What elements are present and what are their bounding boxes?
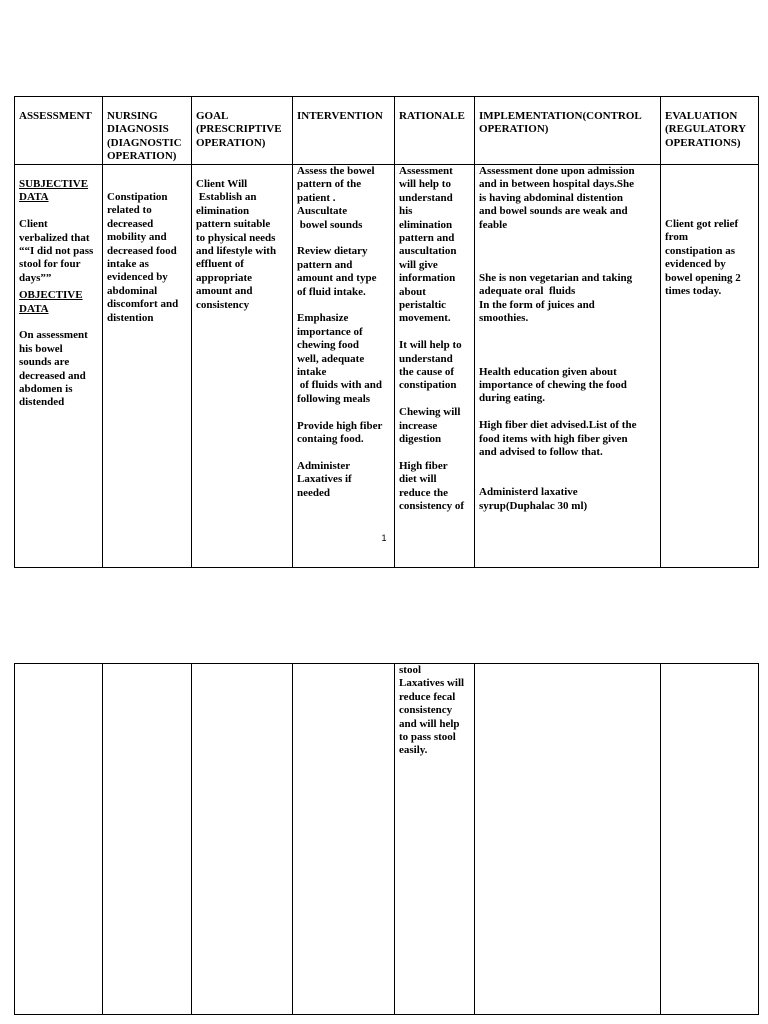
continuation-diagnosis-cell bbox=[103, 664, 192, 1015]
text-line: Client Will bbox=[196, 178, 248, 190]
continuation-rationale-cell bbox=[395, 664, 475, 1015]
subjective-data-text bbox=[19, 218, 98, 285]
text-line: decreased food bbox=[107, 244, 177, 257]
text-line: Chewing will bbox=[399, 406, 461, 419]
text-line: smoothies. bbox=[479, 312, 529, 325]
implementation-high-fiber bbox=[479, 419, 656, 459]
text-line: RATIONALE bbox=[399, 110, 465, 122]
text-line: DATA bbox=[19, 191, 49, 204]
text-line: Administer bbox=[297, 459, 351, 472]
text-line: auscultation bbox=[399, 245, 457, 258]
text-line: Client got relief bbox=[665, 218, 739, 230]
continuation-intervention-cell bbox=[293, 664, 395, 1015]
text-line: decreased and bbox=[19, 369, 86, 382]
text-line: patient . bbox=[297, 191, 336, 204]
implementation-diet bbox=[479, 272, 656, 326]
text-line: syrup(Duphalac 30 ml) bbox=[479, 499, 588, 512]
text-line: Establish an bbox=[196, 191, 257, 204]
text-line: the cause of bbox=[399, 366, 454, 379]
text-line: High fiber diet advised.List of the bbox=[479, 419, 637, 432]
intervention-laxatives bbox=[297, 460, 390, 500]
intervention-chewing bbox=[297, 312, 390, 406]
text-line: Health education given about bbox=[479, 365, 617, 378]
text-line: and bowel sounds are weak and bbox=[479, 205, 628, 218]
text-line: pattern suitable bbox=[196, 218, 271, 231]
text-line: distended bbox=[19, 396, 65, 409]
header-nursing-diagnosis bbox=[103, 97, 192, 165]
text-line: verbalized that bbox=[19, 231, 90, 244]
text-line: NURSING bbox=[107, 110, 158, 122]
text-line: chewing food bbox=[297, 339, 360, 352]
header-goal bbox=[192, 97, 293, 165]
text-line: and in between hospital days.She bbox=[479, 178, 634, 191]
text-line: OBJECTIVE bbox=[19, 289, 83, 302]
intervention-assess-bowel bbox=[297, 165, 390, 232]
text-line: days”” bbox=[19, 271, 52, 284]
evaluation-text bbox=[665, 218, 754, 298]
text-line: reduce fecal bbox=[399, 690, 456, 703]
text-line: Emphasize bbox=[297, 312, 349, 325]
continuation-assessment-cell bbox=[15, 664, 103, 1015]
text-line: diet will bbox=[399, 473, 437, 486]
text-line: easily. bbox=[399, 744, 428, 757]
text-line: well, adequate bbox=[297, 352, 365, 365]
text-line: will help to bbox=[399, 178, 451, 191]
diagnosis-cell bbox=[103, 165, 192, 568]
text-line: Client bbox=[19, 218, 48, 231]
diagnosis-text bbox=[107, 191, 187, 325]
text-line: importance of chewing the food bbox=[479, 379, 627, 392]
text-line: DATA bbox=[19, 302, 49, 315]
text-line: Assessment done upon admission bbox=[479, 165, 635, 177]
text-line: ASSESSMENT bbox=[19, 110, 92, 122]
text-line: information bbox=[399, 272, 456, 285]
text-line: Laxatives if bbox=[297, 473, 352, 486]
text-line: High fiber bbox=[399, 459, 448, 472]
continuation-goal-cell bbox=[192, 664, 293, 1015]
text-line: DIAGNOSIS bbox=[107, 123, 169, 136]
subjective-data-heading bbox=[19, 178, 98, 205]
text-line: understand bbox=[399, 191, 453, 204]
text-line: amount and type bbox=[297, 272, 377, 285]
text-line: Auscultate bbox=[297, 205, 348, 218]
text-line: (REGULATORY bbox=[665, 123, 747, 136]
implementation-laxative bbox=[479, 486, 656, 513]
header-implementation bbox=[475, 97, 661, 165]
text-line: elimination bbox=[196, 204, 250, 217]
header-assessment bbox=[15, 97, 103, 165]
text-line: reduce the bbox=[399, 486, 448, 499]
text-line: OPERATION) bbox=[107, 150, 177, 163]
text-line: his bowel bbox=[19, 342, 63, 355]
text-line: evidenced by bbox=[107, 271, 168, 284]
text-line: amount and bbox=[196, 285, 253, 298]
text-line: his bbox=[399, 205, 413, 218]
text-line: and advised to follow that. bbox=[479, 446, 603, 459]
text-line: movement. bbox=[399, 312, 451, 325]
text-line: OPERATION) bbox=[196, 136, 266, 149]
table-row bbox=[15, 664, 759, 1015]
rationale-laxatives bbox=[399, 664, 470, 758]
text-line: stool bbox=[399, 664, 421, 676]
objective-data-heading bbox=[19, 289, 98, 316]
text-line: from bbox=[665, 231, 689, 244]
text-line: INTERVENTION bbox=[297, 110, 383, 122]
text-line: OPERATION) bbox=[479, 123, 549, 136]
text-line: understand bbox=[399, 352, 453, 365]
text-line: sounds are bbox=[19, 356, 70, 369]
rationale-cause bbox=[399, 339, 470, 393]
text-line: food items with high fiber given bbox=[479, 432, 628, 445]
text-line: Administerd laxative bbox=[479, 486, 578, 499]
text-line: (PRESCRIPTIVE bbox=[196, 123, 282, 136]
header-evaluation bbox=[661, 97, 759, 165]
text-line: importance of bbox=[297, 325, 363, 338]
rationale-assessment bbox=[399, 165, 470, 326]
intervention-cell bbox=[293, 165, 395, 568]
text-line: Constipation bbox=[107, 191, 168, 203]
objective-data-text bbox=[19, 329, 98, 409]
text-line: following meals bbox=[297, 392, 371, 405]
assessment-cell bbox=[15, 165, 103, 568]
text-line: elimination bbox=[399, 218, 453, 231]
goal-cell bbox=[192, 165, 293, 568]
text-line: feable bbox=[479, 218, 508, 231]
care-plan-continuation-table bbox=[14, 663, 759, 1015]
text-line: and lifestyle with bbox=[196, 245, 277, 258]
text-line: Laxatives will bbox=[399, 677, 465, 690]
text-line: IMPLEMENTATION(CONTROL bbox=[479, 110, 642, 122]
evaluation-cell bbox=[661, 165, 759, 568]
text-line: intake bbox=[297, 366, 327, 379]
text-line: is having abdominal distention bbox=[479, 191, 623, 204]
text-line: of fluids with and bbox=[297, 379, 382, 392]
text-line: (DIAGNOSTIC bbox=[107, 136, 182, 149]
header-intervention bbox=[293, 97, 395, 165]
page-number: 1 bbox=[381, 533, 387, 543]
text-line: ““I did not pass bbox=[19, 245, 94, 258]
text-line: containg food. bbox=[297, 433, 364, 446]
text-line: In the form of juices and bbox=[479, 298, 595, 311]
text-line: distention bbox=[107, 311, 154, 324]
text-line: and will help bbox=[399, 717, 460, 730]
rationale-high-fiber bbox=[399, 460, 470, 514]
text-line: EVALUATION bbox=[665, 110, 738, 122]
text-line: intake as bbox=[107, 258, 149, 271]
text-line: consistency bbox=[399, 704, 453, 717]
text-line: Assessment bbox=[399, 165, 453, 177]
text-line: consistency bbox=[196, 298, 250, 311]
text-line: related to bbox=[107, 204, 152, 217]
goal-text bbox=[196, 178, 288, 312]
continuation-implementation-cell bbox=[475, 664, 661, 1015]
text-line: constipation as bbox=[665, 244, 735, 257]
text-line: about bbox=[399, 285, 426, 298]
text-line: consistency of bbox=[399, 500, 465, 513]
text-line: On assessment bbox=[19, 329, 88, 342]
table-row bbox=[15, 165, 759, 568]
text-line: pattern and bbox=[297, 258, 353, 271]
text-line: SUBJECTIVE bbox=[19, 178, 89, 190]
text-line: during eating. bbox=[479, 392, 546, 405]
text-line: digestion bbox=[399, 433, 442, 446]
implementation-cell bbox=[475, 165, 661, 568]
implementation-assessment bbox=[479, 165, 656, 232]
intervention-high-fiber bbox=[297, 420, 390, 447]
text-line: to physical needs bbox=[196, 231, 276, 244]
text-line: Review dietary bbox=[297, 245, 368, 258]
text-line: mobility and bbox=[107, 231, 167, 244]
text-line: Assess the bowel bbox=[297, 165, 375, 177]
rationale-chewing bbox=[399, 406, 470, 446]
text-line: adequate oral fluids bbox=[479, 285, 576, 298]
text-line: of fluid intake. bbox=[297, 285, 366, 298]
text-line: to pass stool bbox=[399, 731, 456, 744]
text-line: increase bbox=[399, 419, 438, 432]
text-line: will give bbox=[399, 258, 438, 271]
continuation-evaluation-cell bbox=[661, 664, 759, 1015]
care-plan-table bbox=[14, 96, 759, 568]
text-line: pattern and bbox=[399, 232, 455, 245]
text-line: bowel opening 2 bbox=[665, 271, 741, 284]
text-line: abdominal bbox=[107, 284, 158, 297]
table-header-row bbox=[15, 97, 759, 165]
text-line: peristaltic bbox=[399, 299, 447, 312]
text-line: evidenced by bbox=[665, 258, 726, 271]
text-line: bowel sounds bbox=[297, 218, 363, 231]
header-rationale bbox=[395, 97, 475, 165]
text-line: GOAL bbox=[196, 110, 229, 122]
text-line: effluent of bbox=[196, 258, 244, 271]
text-line: Provide high fiber bbox=[297, 419, 383, 432]
text-line: abdomen is bbox=[19, 383, 73, 396]
text-line: times today. bbox=[665, 285, 722, 298]
intervention-review-diet bbox=[297, 245, 390, 299]
text-line: constipation bbox=[399, 379, 457, 392]
text-line: She is non vegetarian and taking bbox=[479, 272, 633, 285]
text-line: discomfort and bbox=[107, 298, 179, 311]
text-line: OPERATIONS) bbox=[665, 136, 741, 149]
text-line: needed bbox=[297, 486, 330, 499]
implementation-health-education bbox=[479, 366, 656, 406]
rationale-cell bbox=[395, 165, 475, 568]
text-line: It will help to bbox=[399, 339, 462, 352]
text-line: decreased bbox=[107, 217, 154, 230]
text-line: pattern of the bbox=[297, 178, 362, 191]
text-line: stool for four bbox=[19, 258, 81, 271]
text-line: appropriate bbox=[196, 271, 253, 284]
